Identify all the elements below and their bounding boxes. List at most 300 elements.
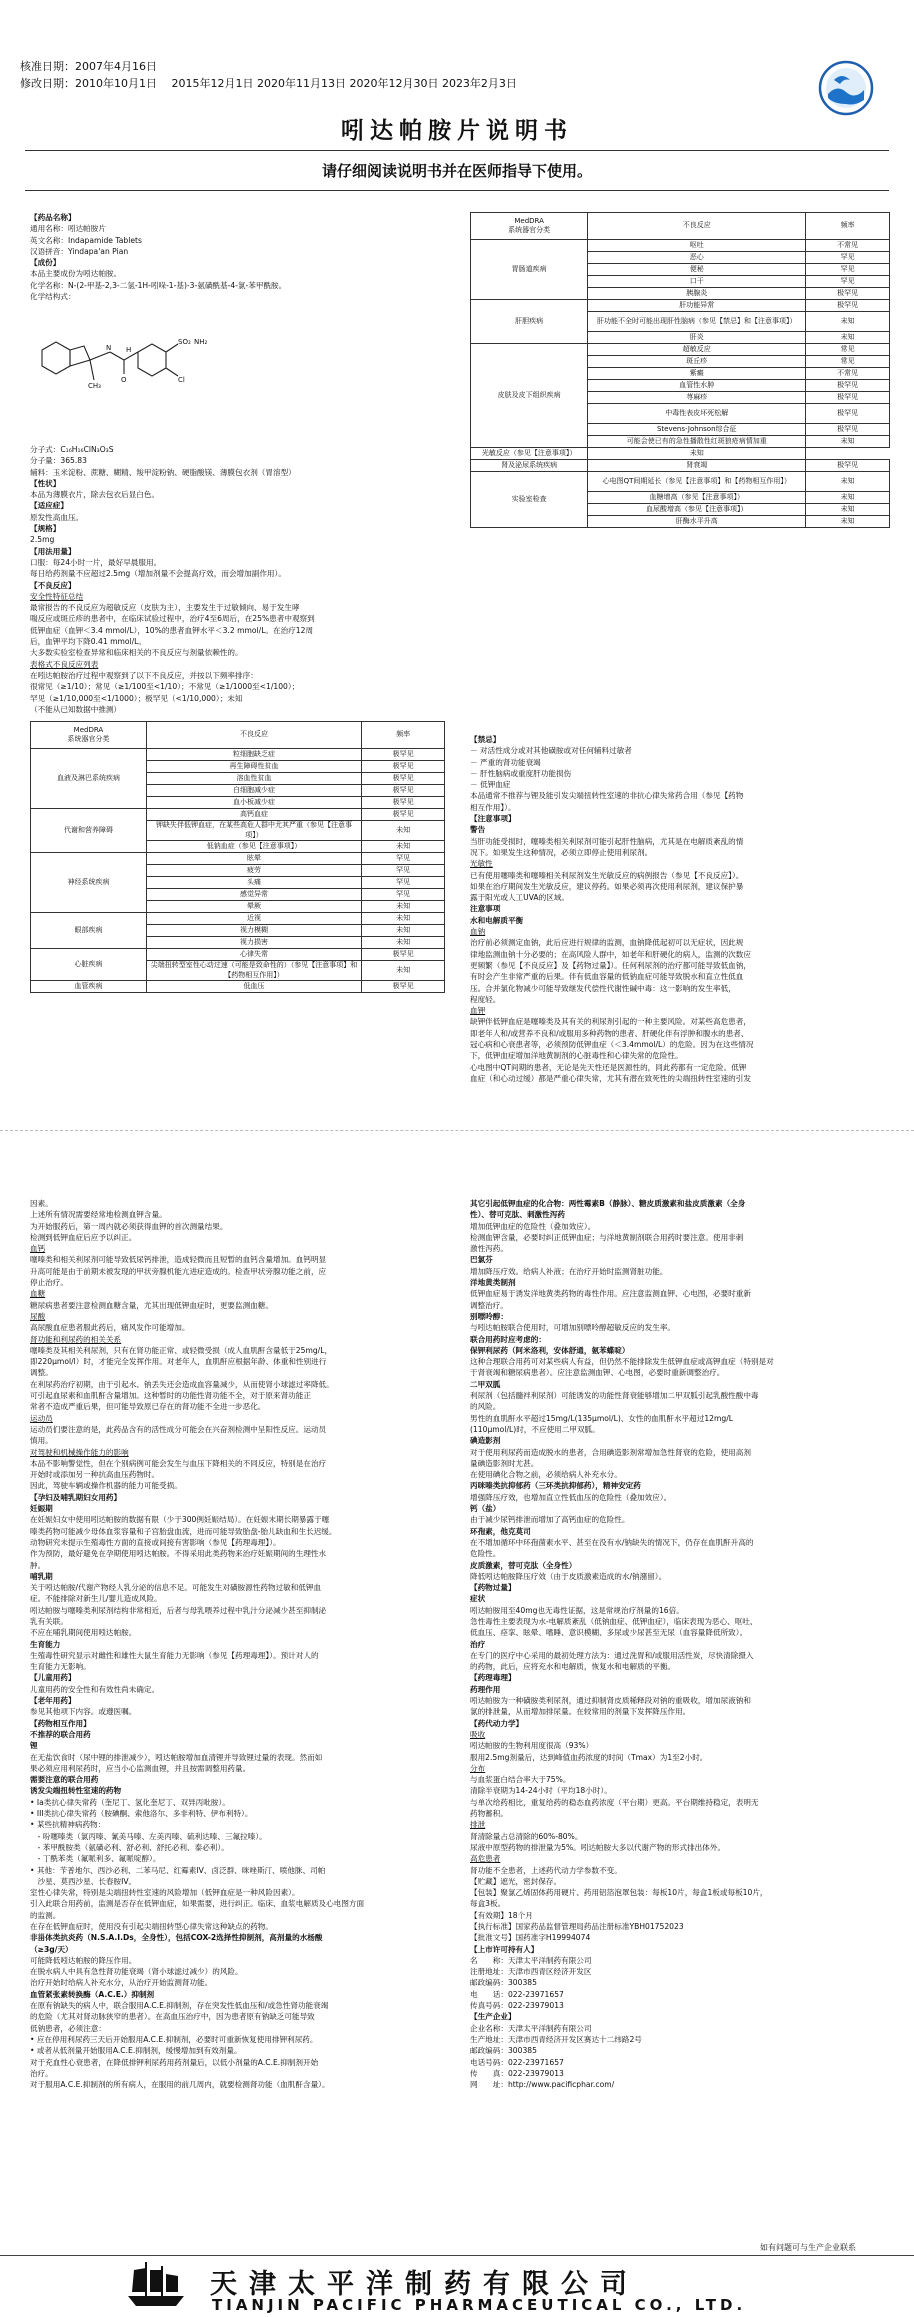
frequency-cell: 极罕见: [806, 300, 890, 312]
text-line: 吲达帕胺为一种磺胺类利尿剂，通过抑制肾皮质稀释段对钠的重吸收，增加尿液钠和: [470, 1696, 751, 1706]
frequency-cell: 不常见: [806, 240, 890, 252]
table-row: [31, 949, 445, 961]
text-line: 英文名称：Indapamide Tablets: [30, 235, 142, 245]
reaction-cell: 头痛: [146, 877, 361, 889]
section-heading: 血管紧张素转换酶（A.C.E.）抑制剂: [30, 1989, 155, 1999]
soc-cell: 血管疾病: [31, 981, 147, 993]
text-line: 缺钾伴低钾血症是噻嗪类及其有关的利尿剂引起的一种主要风险。对某些高危患者，: [470, 1017, 751, 1027]
text-line: － 对活性成分或对其他磺胺或对任何辅料过敏者: [470, 746, 632, 756]
reaction-cell: 胰腺炎: [588, 288, 806, 300]
frequency-cell: 极罕见: [362, 761, 445, 773]
table-row: [31, 853, 445, 865]
text-line: － 严重的肾功能衰竭: [470, 757, 541, 767]
text-line: • 应在停用利尿药三天后开始服用A.C.E.抑制剂，必要时可重新恢复使用排钾利尿药。: [30, 2034, 318, 2044]
section-heading: 别嘌呤醇：: [470, 1311, 508, 1321]
text-line: 【有效期】18个月: [470, 1910, 533, 1920]
section-heading: 【老年用药】: [30, 1696, 76, 1706]
frequency-cell: 罕见: [362, 877, 445, 889]
frequency-cell: 极罕见: [806, 380, 890, 392]
left-column-middle: [30, 444, 455, 715]
text-line: 服用2.5mg剂量后，达到峰值血药浓度的时间（Tmax）为1至2小时。: [470, 1752, 708, 1762]
text-line: 生产地址：天津市西青经济开发区赛达十二纬路2号: [470, 2034, 642, 2044]
reaction-cell: 荨麻疹: [588, 392, 806, 404]
text-line: 即老年人和/或营养不良和/或服用多种药物的患者、肝硬化伴有浮肿和腹水的患者、: [470, 1028, 749, 1038]
text-line: 本品通常不推荐与锂及能引发尖端扭转性室速的非抗心律失常药合用（参见【药物: [470, 791, 744, 801]
reaction-cell: 再生障碍性贫血: [146, 761, 361, 773]
text-line: 在使用碘化合物之前，必须给病人补充水分。: [470, 1470, 622, 1480]
reaction-cell: 恶心: [588, 252, 806, 264]
reaction-cell: 低血压: [146, 981, 361, 993]
text-line: 即220μmol/l）时，才能完全发挥作用。对老年人，血肌酐应根据年龄、体重和性别进行: [30, 1357, 327, 1367]
reaction-cell: 肝酶水平升高: [588, 516, 806, 528]
section-heading: 【注意事项】: [470, 814, 516, 824]
text-line: 当肝功能受损时，噻嗪类相关利尿剂可能引起肝性脑病，尤其是在电解质紊乱的情: [470, 836, 744, 846]
frequency-cell: 未知: [362, 937, 445, 949]
text-line: 低钾血症易于诱发洋地黄类药物的毒性作用。应注意监测血钾、心电图，必要时重新: [470, 1289, 751, 1299]
text-line: 【贮藏】遮光，密封保存。: [470, 1876, 562, 1886]
section-heading: 哺乳期: [30, 1571, 53, 1581]
text-line: 排泄: [470, 1820, 486, 1830]
text-line: 降低吲达帕胺降压疗效（由于皮质激素造成的水/钠潴留）。: [470, 1571, 667, 1581]
reaction-cell: 超敏反应: [588, 344, 806, 356]
frequency-cell: 极罕见: [362, 981, 445, 993]
section-heading: 不推荐的联合用药: [30, 1729, 91, 1739]
text-line: 在存在低钾血症时，使用没有引起尖端扭转型心律失常这种缺点的药物。: [30, 1922, 273, 1931]
text-line: 症。不能排除对新生儿/婴儿造成风险。: [30, 1594, 162, 1604]
reaction-cell: 肝功能异常: [588, 300, 806, 312]
text-line: 表格式不良反应列表: [30, 659, 99, 669]
text-line: 开始时或添加另一种抗高血压药物时。: [30, 1470, 160, 1480]
frequency-cell: 极罕见: [362, 797, 445, 809]
adverse-reaction-table-left: [30, 721, 445, 993]
section-heading: 锂: [30, 1741, 38, 1751]
reaction-cell: 斑丘疹: [588, 356, 806, 368]
text-line: 通用名称：吲达帕胺片: [30, 224, 106, 234]
table-header-freq: 频率: [362, 722, 445, 749]
text-line: 增强降压疗效，也增加直立性低血压的危险性（叠加效应）。: [470, 1492, 672, 1502]
section-heading: 【成份】: [30, 258, 61, 268]
text-line: (110μmol/L)时，不应使用二甲双胍。: [470, 1424, 600, 1434]
text-line: 血症（和心动过缓）都是严重心律失常，尤其有潜在致死性的尖端扭转性室速的引发: [470, 1073, 751, 1083]
reaction-cell: 口干: [588, 276, 806, 288]
text-line: 动物研究未提示生殖毒性方面的直接或间接有害影响（参见【药理毒理】）。: [30, 1537, 281, 1547]
text-line: 药物蓄积。: [470, 1809, 508, 1819]
text-line: 血钠: [470, 927, 486, 937]
text-line: 与血浆蛋白结合率大于75%。: [470, 1775, 571, 1785]
text-line: 量碘造影剂时尤甚。: [470, 1458, 539, 1468]
text-line: 对于服用A.C.E.抑制剂的所有病人，在服用的前几周内，就要检测肾功能（血肌酐含量）。: [30, 2080, 330, 2090]
text-line: 果必须应用利尿药时，应当小心监测血锂，并且按需调整用药量。: [30, 1763, 251, 1773]
frequency-cell: 极罕见: [806, 288, 890, 300]
svg-text:SO₂: SO₂: [178, 338, 191, 346]
soc-cell: 皮肤及皮下组织疾病: [471, 344, 588, 448]
text-line: 尿酸: [30, 1311, 46, 1321]
text-line: 原发性高血压。: [30, 512, 84, 522]
text-line: 吲达帕胺用至40mg也无毒性证据，这是常规治疗剂量的16倍。: [470, 1605, 684, 1615]
text-line: 在原有钠缺失的病人中，联合服用A.C.E.抑制剂，存在突发性低血压和/或急性肾功能衰竭: [30, 2001, 329, 2011]
frequency-cell: 极罕见: [362, 949, 445, 961]
text-line: 肾功能和利尿药的相关关系: [30, 1334, 122, 1344]
text-line: 下，低钾血症增加洋地黄制剂的心脏毒性和心律失常的危险性。: [470, 1051, 683, 1061]
text-line: - 苯甲酰胺类（氨磺必利、舒必利、舒托必利、泰必利）。: [30, 1842, 229, 1852]
title-divider: [25, 150, 889, 151]
section-heading: 【药物相互作用】: [30, 1718, 91, 1728]
text-line: 肾功能不全患者，上述药代动力学参数不变。: [470, 1865, 622, 1875]
svg-text:O: O: [121, 376, 127, 384]
section-heading: 保钾利尿药（阿米洛利，安体舒通，氨苯蝶啶）: [470, 1345, 630, 1355]
text-line: 低钾血症（血钾＜3.4 mmol/L），10%的患者血钾水平＜3.2 mmol/L。在治疗12周: [30, 625, 314, 635]
soc-cell: 肾及泌尿系统疾病: [471, 460, 588, 472]
reaction-cell: 尖端扭转型室性心动过速（可能是致命性的）（参见【注意事项】和【药物相互作用】）: [146, 961, 361, 981]
text-line: 有时会产生非常严重的后果。伴有低血容量的低钠血症可能导致脱水和直立性低血: [470, 972, 744, 982]
text-line: 与单次给药相比，重复给药的稳态血药浓度（平台期）更高。平台期维持稳定，表明无: [470, 1797, 759, 1807]
text-line: 网 址：http://www.pacificphar.com/: [470, 2080, 615, 2090]
left-column-top: [30, 212, 455, 302]
text-line: 为开始服药后，第一周内就必须获得血钾的首次测量结果。: [30, 1221, 228, 1231]
text-line: 可引起血尿素和血肌酐含量增加。这种暂时的功能性肾功能不全，对于原来肾功能正: [30, 1391, 311, 1401]
reaction-cell: 血小板减少症: [146, 797, 361, 809]
section-heading: 【不良反应】: [30, 580, 76, 590]
text-line: 传 真：022-23979013: [470, 2068, 564, 2078]
text-line: 安全性特征总结: [30, 591, 84, 601]
section-heading: 【规格】: [30, 524, 61, 534]
text-line: 压。合并氯化物减少可能导致继发代偿性代谢性碱中毒：这一影响的发生率低，: [470, 983, 736, 993]
frequency-cell: 未知: [806, 516, 890, 528]
text-line: 常者不造成严重后果，但可能导致原已存在的肾功能不全进一步恶化。: [30, 1402, 266, 1412]
text-line: 调整治疗。: [470, 1300, 508, 1310]
text-line: 在妊娠妇女中使用吲达帕胺的数据有限（少于300例妊娠结局）。在妊娠末期长期暴露于噻: [30, 1515, 330, 1525]
text-line: - 丁酰苯类（氟哌利多、氟哌啶醇）。: [30, 1854, 161, 1864]
text-line: 在吲达帕胺治疗过程中观察到了以下不良反应，并按以下频率排序：: [30, 670, 258, 680]
section-heading: 【药代动力学】: [470, 1718, 524, 1728]
text-line: 激性泻药。: [470, 1244, 508, 1254]
text-line: 在不增加循环中环孢菌素水平、甚至在没有水/钠缺失的情况下，仍存在血肌酐升高的: [470, 1537, 754, 1547]
frequency-cell: 未知: [362, 961, 445, 981]
table-row: [471, 448, 890, 460]
table-header-reaction: 不良反应: [146, 722, 361, 749]
text-line: 危险性。: [470, 1549, 501, 1559]
section-heading: 环孢素，他克莫司: [470, 1526, 531, 1536]
section-heading: 联合用药时应考虑的：: [470, 1334, 546, 1344]
reaction-cell: 光敏反应（参见【注意事项】）: [471, 448, 588, 460]
text-line: 低血压、痉挛、眩晕、嗜睡、意识模糊、多尿或少尿甚至无尿（血容量降低所致）。: [470, 1628, 748, 1638]
frequency-cell: 未知: [362, 913, 445, 925]
text-line: • Ia类抗心律失常药（奎尼丁、氢化奎尼丁、双异丙吡胺）。: [30, 1797, 230, 1807]
reaction-cell: 低钠血症（参见【注意事项】）: [146, 841, 361, 853]
text-line: 相互作用】）。: [470, 802, 516, 812]
section-heading: 洋地黄类制剂: [470, 1278, 516, 1288]
text-line: 生殖毒性研究显示对雌性和雄性大鼠生育能力无影响（参见【药理毒理】）。预计对人的: [30, 1650, 319, 1660]
table-header-reaction: 不良反应: [588, 213, 806, 240]
reaction-cell: 血管性水肿: [588, 380, 806, 392]
text-line: 【批准文号】国药准字H19994074: [470, 1933, 591, 1943]
section-heading: 碘造影剂: [470, 1436, 501, 1446]
reaction-cell: 视力模糊: [146, 925, 361, 937]
svg-text:NH₂: NH₂: [194, 338, 208, 346]
section-heading: 其它引起低钾血症的化合物：两性霉素B（静脉）、糖皮质激素和盐皮质激素（全身: [470, 1199, 746, 1208]
section-heading: 非甾体类抗炎药（N.S.A.I.Ds，全身性），包括COX-2选择性抑制剂，高剂量的水杨酸: [30, 1933, 323, 1943]
text-line: 肾清除量占总清除的60%-80%。: [470, 1831, 583, 1841]
text-line: 电话号码：022-23971657: [470, 2057, 564, 2067]
section-heading: 妊娠期: [30, 1504, 53, 1514]
reaction-cell: 肝炎: [588, 332, 806, 344]
text-line: 本品不影响警觉性，但在个别病例可能会发生与血压下降相关的不同反应，特别是在治疗: [30, 1458, 327, 1468]
text-line: 化学结构式：: [30, 292, 76, 302]
section-heading: 巴氯芬: [470, 1255, 493, 1265]
frequency-cell: 极罕见: [362, 809, 445, 821]
table-row: [31, 809, 445, 821]
text-line: 大多数实验室检查异常和临床相关的不良反应与剂量依赖性的。: [30, 648, 243, 658]
text-line: 企业名称：天津太平洋制药有限公司: [470, 2023, 592, 2033]
table-header-soc: MedDRA 系统器官分类: [31, 722, 147, 749]
frequency-cell: 罕见: [362, 865, 445, 877]
svg-text:H: H: [126, 346, 132, 354]
text-line: 因素。: [30, 1199, 53, 1208]
frequency-cell: 未知: [806, 332, 890, 344]
text-line: 血钾: [470, 1006, 486, 1016]
lower-right-column: [470, 1198, 895, 2090]
reaction-cell: 可能会使已有的急性播散性红斑狼疮病情加重: [588, 436, 806, 448]
text-line: 【执行标准】国家药品监督管理局药品注册标准YBH01752023: [470, 1922, 684, 1931]
reaction-cell: 血糖增高（参见【注意事项】）: [588, 492, 806, 504]
text-line: 况下。如果发生这种情况，必须立即停止使用利尿剂。: [470, 847, 653, 857]
soc-cell: 神经系统疾病: [31, 853, 147, 913]
text-line: 嗪类药物可能减少母体血浆容量和子宫胎盘血流，进而可能导致胎盘-胎儿缺血和生长迟缓。: [30, 1526, 337, 1536]
text-line: 对于使用利尿药而造成脱水的患者，合用碘造影剂常增加急性肾衰的危险，使用高剂: [470, 1447, 751, 1457]
text-line: 如果在治疗期间发生光敏反应，建议停药。如果必须再次使用利尿剂，建议保护暴: [470, 881, 744, 891]
section-heading: 皮质激素，替可克肽（全身性）: [470, 1560, 577, 1570]
text-line: 室性心律失常，特别是尖端扭转性室速的风险增加（低钾血症是一种风险因素）。: [30, 1888, 300, 1898]
section-heading: 性）、替可克肽、刺激性泻药: [470, 1210, 565, 1220]
text-line: 血钙: [30, 1244, 46, 1254]
frequency-cell: 未知: [362, 901, 445, 913]
section-heading: 【禁忌】: [470, 735, 501, 744]
frequency-cell: 极罕见: [806, 404, 890, 424]
revision-dates: 修改日期：2010年10月1日 2015年12月1日 2020年11月13日 2020年12月30日 2023年2月3日: [20, 77, 517, 90]
document-title: 吲达帕胺片说明书: [341, 117, 573, 144]
text-line: 分布: [470, 1763, 486, 1773]
text-line: 辅料：玉米淀粉、蔗糖、糊精、羧甲淀粉钠、硬脂酸镁、薄膜包衣剂（胃溶型）: [30, 467, 296, 477]
text-line: 本品主要成份为吲达帕胺。: [30, 269, 122, 279]
section-heading: 【药品名称】: [30, 213, 76, 222]
frequency-cell: 常见: [806, 344, 890, 356]
text-line: 增加降压疗效。给病人补液；在治疗开始时监测肾脏功能。: [470, 1266, 668, 1276]
text-line: 儿童用药的安全性和有效性尚未确定。: [30, 1684, 160, 1694]
text-line: 喘反应或斑丘疹的患者中，在临床试验过程中，治疗4至6周后，在25%患者中观察到: [30, 614, 315, 624]
soc-cell: 肝胆疾病: [471, 300, 588, 344]
reaction-cell: 肾衰竭: [588, 460, 806, 472]
table-row: [471, 344, 890, 356]
text-line: 传真号码：022-23979013: [470, 2001, 564, 2011]
text-line: 氯的排泄量，从而增加排尿量。在较常用的剂量下发挥降压作用。: [470, 1707, 691, 1717]
text-line: 噻嗪类和相关利尿剂可能导致低尿钙排泄，造成轻微而且短暂的血钙含量增加。血钙明显: [30, 1255, 327, 1265]
frequency-cell: 极罕见: [362, 785, 445, 797]
reaction-cell: 视力损害: [146, 937, 361, 949]
contact-note: 如有问题可与生产企业联系: [760, 2243, 856, 2252]
soc-cell: 眼部疾病: [31, 913, 147, 949]
company-ship-logo: [120, 2256, 192, 2312]
frequency-cell: 未知: [362, 821, 445, 841]
text-line: 的风险。: [470, 1402, 501, 1412]
text-line: 光敏性: [470, 859, 493, 869]
frequency-cell: 未知: [806, 312, 890, 332]
approval-date: 核准日期：2007年4月16日: [20, 60, 157, 73]
soc-cell: 心脏疾病: [31, 949, 147, 981]
right-column-text: [470, 734, 895, 1084]
reaction-cell: 溶血性贫血: [146, 773, 361, 785]
section-heading: 治疗: [470, 1639, 486, 1649]
frequency-cell: 未知: [806, 492, 890, 504]
svg-text:CH₃: CH₃: [88, 382, 101, 390]
text-line: 罕见（≥1/10,000至<1/1000）；极罕见（<1/10,000）；未知: [30, 693, 243, 703]
text-line: 的药物，此后，应将充水和电解质，恢复水和电解质的平衡。: [470, 1662, 676, 1672]
soc-cell: 血液及淋巴系统疾病: [31, 749, 147, 809]
text-line: 的危险（尤其对肾动脉狭窄的患者）。在高血压治疗中，因为患者原有钠缺乏可能导致: [30, 2012, 315, 2022]
text-line: 升高可能是由于前期未被发现的甲状旁腺机能亢进症造成的。检查甲状旁腺功能之前，应: [30, 1266, 327, 1276]
company-name-cn: 天津太平洋制药有限公司: [210, 2269, 639, 2300]
company-name-en: TIANJIN PACIFIC PHARMACEUTICAL CO., LTD.: [212, 2296, 747, 2314]
text-line: 化学名称：N-(2-甲基-2,3-二氢-1H-吲哚-1-基)-3-氨磺酰基-4-氯-苯甲酰胺。: [30, 280, 287, 290]
frequency-cell: 罕见: [806, 276, 890, 288]
text-line: 治疗前必须测定血钠，此后应进行规律的监测，血钠降低起初可以无症状，因此规: [470, 938, 744, 948]
text-line: 邮政编码：300385: [470, 1978, 537, 1988]
text-line: 血糖: [30, 1289, 46, 1299]
text-line: 更频繁（参见【不良反应】及【药物过量】）。任何利尿剂的治疗都可能导致低血钠，: [470, 960, 751, 970]
text-line: 男性的血肌酐水平超过15mg/L(135μmol/L)、女性的血肌酐水平超过12mg/L: [470, 1413, 733, 1423]
text-line: 检测到低钾血症后应予以纠正。: [30, 1232, 137, 1242]
frequency-cell: 未知: [588, 448, 806, 460]
text-line: 这种合理联合用药可对某些病人有益，但仍然不能排除发生低钾血症或高钾血症（特别是对: [470, 1357, 774, 1367]
text-line: 糖尿病患者要注意检测血糖含量，尤其出现低钾血症时，更要监测血糖。: [30, 1300, 273, 1310]
text-line: • 某些抗精神病药物：: [30, 1820, 106, 1830]
text-line: 与吲达帕胺联合使用时，可增加别嘌呤醇超敏反应的发生率。: [470, 1323, 676, 1333]
section-heading: 【性状】: [30, 478, 61, 488]
text-line: 注册地址：天津市西青区经济开发区: [470, 1967, 592, 1977]
text-line: 治疗开始时给病人补充水分，从治疗开始监测肾功能。: [30, 1978, 213, 1988]
text-line: 参见其他项下内容。或遵医嘱。: [30, 1707, 137, 1717]
frequency-cell: 极罕见: [362, 773, 445, 785]
text-line: 邮政编码：300385: [470, 2046, 537, 2056]
text-line: 吲达帕胺的生物利用度很高（93%）: [470, 1741, 594, 1751]
text-line: 检测血钾含量，必要时纠正低钾血症；与洋地黄制剂联合用药时要注意。使用非刺: [470, 1232, 744, 1242]
frequency-cell: 极罕见: [362, 749, 445, 761]
text-line: 停止治疗。: [30, 1278, 68, 1288]
text-line: 汉语拼音：Yindapa'an Pian: [30, 246, 129, 256]
svg-text:Cl: Cl: [178, 376, 185, 384]
text-line: 在利尿药治疗初期，由于引起水、钠丢失还会造成血容量减少，从而使肾小球滤过率降低。: [30, 1379, 334, 1389]
text-line: 低钠患者，必须注意：: [30, 2023, 106, 2033]
text-line: 在专门的医疗中心采用的最初处理方法为：通过洗胃和/或服用活性炭，尽快清除摄入: [470, 1650, 754, 1660]
text-line: 运动员: [30, 1413, 53, 1423]
frequency-cell: 未知: [362, 841, 445, 853]
text-line: 很常见（≥1/10）；常见（≥1/100至<1/10）；不常见（≥1/1000至<1/100）；: [30, 682, 300, 692]
sailing-ship-icon: [120, 2256, 192, 2312]
text-line: 运动员们要注意的是，此药品含有的活性成分可能会在兴奋剂检测中呈阳性反应。运动员: [30, 1424, 327, 1434]
text-line: 2.5mg: [30, 535, 55, 545]
frequency-cell: 未知: [806, 472, 890, 492]
text-line: 高危患者: [470, 1854, 501, 1864]
subtitle-divider: [25, 190, 889, 191]
text-line: 引入此联合用药前，监测是否存在低钾血症，如果需要，进行纠正。临床、血浆电解质及心电图方面: [30, 1899, 365, 1909]
reaction-cell: 心律失常: [146, 949, 361, 961]
text-line: 冠心病和心衰患者等，必须预防低钾血症（＜3.4mmol/L）的危险。因为在这些情况: [470, 1040, 754, 1050]
reaction-cell: 晕厥: [146, 901, 361, 913]
text-line: 吲达帕胺与噻嗪类利尿剂结构非常相近，后者与母乳喂养过程中乳汁分泌减少甚至抑制泌: [30, 1605, 327, 1615]
section-heading: 水和电解质平衡: [470, 915, 524, 925]
table-row: [31, 981, 445, 993]
section-heading: 症状: [470, 1594, 486, 1604]
svg-text:N: N: [106, 344, 112, 352]
frequency-cell: 极罕见: [806, 392, 890, 404]
table-row: [471, 300, 890, 312]
text-line: 分子量：365.83: [30, 456, 87, 466]
table-header-soc: MedDRA 系统器官分类: [471, 213, 588, 240]
text-line: 律地监测血钠十分必要的；在高风险人群中，如老年和肝硬化的病人，监测的次数应: [470, 949, 751, 959]
text-line: 生育能力无影响。: [30, 1662, 91, 1672]
text-line: 心电图中QT间期的患者，无论是先天性还是医源性的，同此药都有一定危险。低钾: [470, 1062, 747, 1072]
text-line: 在无盐饮食时（尿中锂的排泄减少），吲达帕胺增加血清锂并导致锂过量的表现。然而如: [30, 1752, 323, 1762]
text-line: 肿。: [30, 1560, 46, 1570]
reaction-cell: 便秘: [588, 264, 806, 276]
text-line: 慎用。: [30, 1436, 53, 1446]
text-line: 尿液中原型药物的排泄量为5%。吲达帕胺大多以代谢产物的形式排出体外。: [470, 1842, 726, 1852]
text-line: 最常报告的不良反应为超敏反应（皮肤为主），主要发生于过敏倾向、易于发生哮: [30, 603, 300, 613]
frequency-cell: 未知: [806, 504, 890, 516]
frequency-cell: 不常见: [806, 368, 890, 380]
section-heading: 丙咪嗪类抗抑郁药（三环类抗抑郁药），精神安定药: [470, 1481, 641, 1491]
soc-cell: 实验室检查: [471, 472, 588, 528]
structure-diagram-icon: [32, 322, 222, 432]
text-line: • III类抗心律失常药（胺碘酮、索他洛尔、多非利特、伊布利特）。: [30, 1809, 253, 1819]
text-line: 在脱水病人中具有急性肾功能衰竭（肾小球滤过减少）的风险。: [30, 1967, 243, 1977]
reaction-cell: 心电图QT间期延长（参见【注意事项】和【药物相互作用】）: [588, 472, 806, 492]
section-heading: 警告: [470, 825, 486, 835]
text-line: 本品为薄膜衣片，除去包衣后显白色。: [30, 490, 160, 500]
document-subtitle: 请仔细阅读说明书并在医师指导下使用。: [321, 162, 592, 180]
reaction-cell: 感觉异常: [146, 889, 361, 901]
frequency-cell: 极罕见: [806, 460, 890, 472]
text-line: 名 称：天津太平洋制药有限公司: [470, 1955, 592, 1965]
text-line: 分子式：C₁₆H₁₆ClN₃O₃S: [30, 445, 114, 454]
text-line: （不能从已知数据中推测）: [30, 704, 122, 714]
text-line: 治疗。: [30, 2068, 53, 2078]
text-line: 利尿剂（包括髓袢利尿剂）可能诱发的功能性肾衰能够增加二甲双胍引起乳酸性酸中毒: [470, 1391, 759, 1401]
frequency-cell: 罕见: [806, 264, 890, 276]
reaction-cell: 粒细胞缺乏症: [146, 749, 361, 761]
text-line: • 或者从低剂量开始服用A.C.E.抑制剂，缓慢增加到有效剂量。: [30, 2046, 242, 2056]
reaction-cell: Stevens-Johnson综合征: [588, 424, 806, 436]
text-line: 电 话：022-23971657: [470, 1989, 564, 1999]
table-row: [471, 472, 890, 492]
text-line: 对于充血性心衰患者，在降低排钾利尿药用药剂量后，以低小剂量的A.C.E.抑制剂开始: [30, 2057, 319, 2067]
table-header-freq: 频率: [806, 213, 890, 240]
table-row: [31, 749, 445, 761]
text-line: • 其他：苄普地尔、西沙必利、二苯马尼、红霉素IV、卤泛群、咪唑斯汀、喷他脒、司帕: [30, 1865, 326, 1875]
reaction-cell: 中毒性表皮坏死松解: [588, 404, 806, 424]
section-heading: 【生产企业】: [470, 2012, 516, 2022]
section-heading: 二甲双胍: [470, 1379, 501, 1389]
section-heading: 需要注意的联合用药: [30, 1775, 99, 1785]
frequency-cell: 常见: [806, 356, 890, 368]
soc-cell: 胃肠道疾病: [471, 240, 588, 300]
section-heading: 【适应症】: [30, 501, 68, 511]
fold-line: [0, 1130, 914, 1131]
section-heading: （≥3g/天）: [30, 1944, 73, 1954]
frequency-cell: 未知: [806, 436, 890, 448]
revision-dates-block: [20, 58, 517, 92]
text-line: 露于阳光或人工UVA的区域。: [470, 893, 569, 903]
text-line: 乳有关联。: [30, 1616, 68, 1626]
